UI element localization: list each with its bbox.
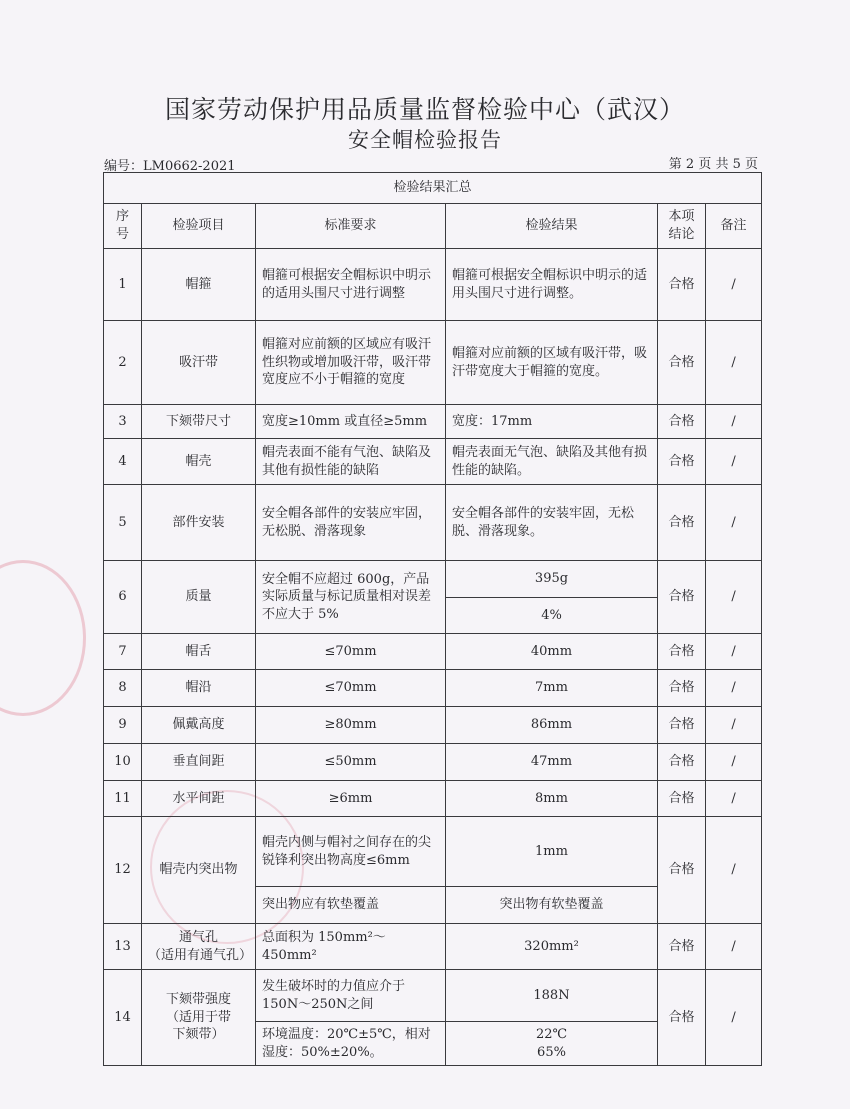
cell-item: 帽壳内突出物: [142, 817, 256, 924]
table-row: [104, 634, 762, 670]
cell-verdict: 合格: [658, 634, 706, 670]
cell-req: 帽壳表面不能有气泡、缺陷及其他有损性能的缺陷: [256, 439, 446, 485]
cell-req: ≤70mm: [256, 670, 446, 707]
cell-no: 11: [104, 781, 142, 817]
cell-remark: /: [706, 634, 762, 670]
cell-result: 320mm²: [446, 924, 658, 970]
cell-verdict: 合格: [658, 670, 706, 707]
cell-req: ≥80mm: [256, 707, 446, 744]
cell-result: 7mm: [446, 670, 658, 707]
cell-no: 6: [104, 561, 142, 634]
cell-req: 环境温度：20℃±5℃，相对湿度：50%±20%。: [256, 1022, 446, 1066]
item-line: 下颏带）: [172, 1027, 225, 1043]
table-row: [104, 561, 762, 598]
cell-req: 帽箍对应前额的区域应有吸汗性织物或增加吸汗带，吸汗带宽度应不小于帽箍的宽度: [256, 321, 446, 405]
cell-remark: /: [706, 485, 762, 561]
cell-result: 4%: [446, 598, 658, 634]
table-row: [104, 817, 762, 887]
cell-no: 10: [104, 744, 142, 781]
item-line: 下颏带强度: [165, 992, 231, 1008]
cell-verdict: 合格: [658, 924, 706, 970]
cell-remark: /: [706, 321, 762, 405]
cell-remark: /: [706, 405, 762, 439]
cell-no: 14: [104, 970, 142, 1066]
table-row: [104, 924, 762, 970]
cell-result: 安全帽各部件的安装牢固，无松脱、滑落现象。: [446, 485, 658, 561]
header-result: 检验结果: [446, 204, 658, 249]
header-no: 序号: [104, 204, 142, 249]
table-row: [104, 707, 762, 744]
cell-result: 40mm: [446, 634, 658, 670]
table-row: [104, 439, 762, 485]
cell-remark: /: [706, 781, 762, 817]
cell-remark: /: [706, 439, 762, 485]
cell-item: 佩戴高度: [142, 707, 256, 744]
cell-remark: /: [706, 817, 762, 924]
cell-item: 帽沿: [142, 670, 256, 707]
table-caption: 检验结果汇总: [104, 173, 762, 204]
cell-no: 13: [104, 924, 142, 970]
cell-verdict: 合格: [658, 249, 706, 321]
cell-req: 安全帽各部件的安装应牢固，无松脱、滑落现象: [256, 485, 446, 561]
header-verdict: 本项结论: [658, 204, 706, 249]
cell-item: 帽壳: [142, 439, 256, 485]
cell-verdict: 合格: [658, 817, 706, 924]
table-row: [104, 744, 762, 781]
cell-verdict: 合格: [658, 781, 706, 817]
cell-req: 发生破坏时的力值应介于150N～250N之间: [256, 970, 446, 1022]
cell-no: 7: [104, 634, 142, 670]
cell-item: [142, 970, 256, 1066]
table-row: [104, 321, 762, 405]
cell-verdict: 合格: [658, 707, 706, 744]
cell-verdict: 合格: [658, 485, 706, 561]
cell-result: 突出物有软垫覆盖: [446, 887, 658, 924]
cell-item: 下颏带尺寸: [142, 405, 256, 439]
table-row: [104, 405, 762, 439]
cell-no: 12: [104, 817, 142, 924]
cell-verdict: 合格: [658, 405, 706, 439]
cell-item: 部件安装: [142, 485, 256, 561]
cell-result: 86mm: [446, 707, 658, 744]
header-req: 标准要求: [256, 204, 446, 249]
cell-no: 3: [104, 405, 142, 439]
result-line: 22℃: [535, 1026, 568, 1042]
cell-req: 突出物应有软垫覆盖: [256, 887, 446, 924]
report-title: 安全帽检验报告: [348, 128, 502, 152]
header-item: 检验项目: [142, 204, 256, 249]
cell-verdict: 合格: [658, 439, 706, 485]
cell-result: 188N: [446, 970, 658, 1022]
cell-req: 宽度≥10mm 或直径≥5mm: [256, 405, 446, 439]
cell-no: 4: [104, 439, 142, 485]
cell-req: 帽壳内侧与帽衬之间存在的尖锐锋利突出物高度≤6mm: [256, 817, 446, 887]
page-indicator: 第 2 页 共 5 页: [668, 157, 758, 172]
cell-verdict: 合格: [658, 970, 706, 1066]
cell-req: ≤70mm: [256, 634, 446, 670]
cell-no: 5: [104, 485, 142, 561]
cell-result: 帽壳表面无气泡、缺陷及其他有损性能的缺陷。: [446, 439, 658, 485]
cell-result: 47mm: [446, 744, 658, 781]
cell-verdict: 合格: [658, 744, 706, 781]
result-line: 65%: [537, 1044, 566, 1060]
item-line: 通气孔: [178, 929, 218, 945]
cell-no: 2: [104, 321, 142, 405]
table-row: [104, 970, 762, 1022]
org-title: 国家劳动保护用品质量监督检验中心（武汉）: [164, 95, 685, 124]
cell-item: 帽箍: [142, 249, 256, 321]
cell-result: 395g: [446, 561, 658, 598]
document-number: 编号：LM0662-2021: [104, 159, 236, 174]
cell-item: 垂直间距: [142, 744, 256, 781]
cell-req: 安全帽不应超过 600g，产品实际质量与标记质量相对误差不应大于 5%: [256, 561, 446, 634]
cell-result: 8mm: [446, 781, 658, 817]
cell-result: 宽度：17mm: [446, 405, 658, 439]
cell-no: 8: [104, 670, 142, 707]
table-row: [104, 485, 762, 561]
cell-remark: /: [706, 707, 762, 744]
cell-item: 吸汗带: [142, 321, 256, 405]
table-row: [104, 670, 762, 707]
cell-item: 水平间距: [142, 781, 256, 817]
header-remark: 备注: [706, 204, 762, 249]
cell-remark: /: [706, 970, 762, 1066]
cell-req: 帽箍可根据安全帽标识中明示的适用头围尺寸进行调整: [256, 249, 446, 321]
cell-remark: /: [706, 744, 762, 781]
table-row: [104, 249, 762, 321]
cell-result: [446, 1022, 658, 1066]
red-seal-stamp: [0, 560, 86, 716]
item-line: （适用于带: [165, 1009, 231, 1025]
cell-no: 1: [104, 249, 142, 321]
cell-no: 9: [104, 707, 142, 744]
cell-remark: /: [706, 561, 762, 634]
cell-req: ≥6mm: [256, 781, 446, 817]
cell-result: 帽箍可根据安全帽标识中明示的适用头围尺寸进行调整。: [446, 249, 658, 321]
cell-req: 总面积为 150mm²～450mm²: [256, 924, 446, 970]
cell-remark: /: [706, 670, 762, 707]
cell-verdict: 合格: [658, 561, 706, 634]
cell-item: 质量: [142, 561, 256, 634]
cell-item: [142, 924, 256, 970]
cell-remark: /: [706, 924, 762, 970]
item-line: （适用有通气孔）: [148, 947, 253, 963]
cell-remark: /: [706, 249, 762, 321]
cell-result: 帽箍对应前额的区域有吸汗带，吸汗带宽度大于帽箍的宽度。: [446, 321, 658, 405]
cell-req: ≤50mm: [256, 744, 446, 781]
table-row: [104, 781, 762, 817]
cell-verdict: 合格: [658, 321, 706, 405]
cell-result: 1mm: [446, 817, 658, 887]
results-table: [103, 172, 762, 1066]
cell-item: 帽舌: [142, 634, 256, 670]
